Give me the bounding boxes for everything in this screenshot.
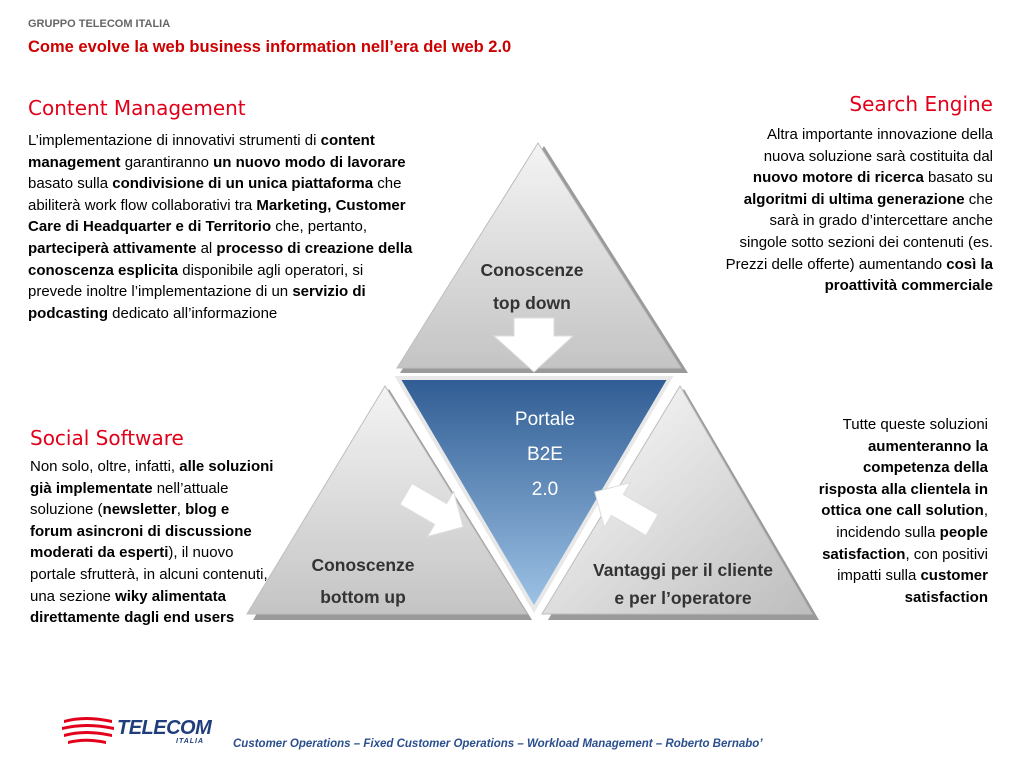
right-triangle-label: Vantaggi per il cliente e per l’operatore	[593, 560, 773, 608]
center-triangle-label: Portale B2E 2.0	[514, 409, 576, 500]
search-engine-text: Altra importante innovazione della nuova soluzione sarà costituita dal nuovo motore di ricerca basato su algoritmi di ultima generazione che sarà in grado d’intercettare anche singole sotto sezioni dei contenuti (es. Prezzi delle offerte) aumentando così la proattività commerciale	[725, 126, 993, 295]
telecom-logo-word: TELECOM	[117, 717, 212, 739]
social-software-title: Social Software	[30, 426, 184, 450]
search-engine-title: Search Engine	[849, 92, 993, 116]
content-management-title: Content Management	[28, 96, 246, 120]
left-triangle-label: Conoscenze bottom up	[311, 555, 415, 607]
telecom-logo-sub: ITALIA	[176, 738, 205, 745]
page-title: Come evolve la web business information nell’era del web 2.0	[28, 38, 512, 56]
telecom-logo-icon	[60, 712, 118, 748]
group-label: GRUPPO TELECOM ITALIA	[28, 18, 171, 30]
top-triangle-label: Conoscenze top down	[480, 260, 584, 313]
content-management-text: L’implementazione di innovativi strumenti di content management garantiranno un nuovo modo di lavorare basato sulla condivisione di un unica piattaforma che abiliterà work flow collaborativi tra Marketing, Customer Care di Headquarter e di Territorio che, pertanto, parteciperà attivamente al processo di creazione della conoscenza esplicita disponibile agli operatori, si prevede inoltre l’implementazione di un servizio di podcasting dedicato all’informazione	[28, 132, 413, 322]
footer-text: Customer Operations – Fixed Customer Operations – Workload Management – Roberto Bernabo’	[233, 738, 763, 750]
conclusion-text: Tutte queste soluzioni aumenteranno la competenza della risposta alla clientela in ottica one call solution, incidendo sulla people satisfaction, con positivi impatti sulla customer satisfaction	[818, 416, 988, 606]
social-software-text: Non solo, oltre, infatti, alle soluzioni già implementate nell’attuale soluzione (newsletter, blog e forum asincroni di discussione moderati da esperti), il nuovo portale sfrutterà, in alcuni contenuti, una sezione wiky alimentata direttamente dagli end users	[30, 458, 274, 627]
